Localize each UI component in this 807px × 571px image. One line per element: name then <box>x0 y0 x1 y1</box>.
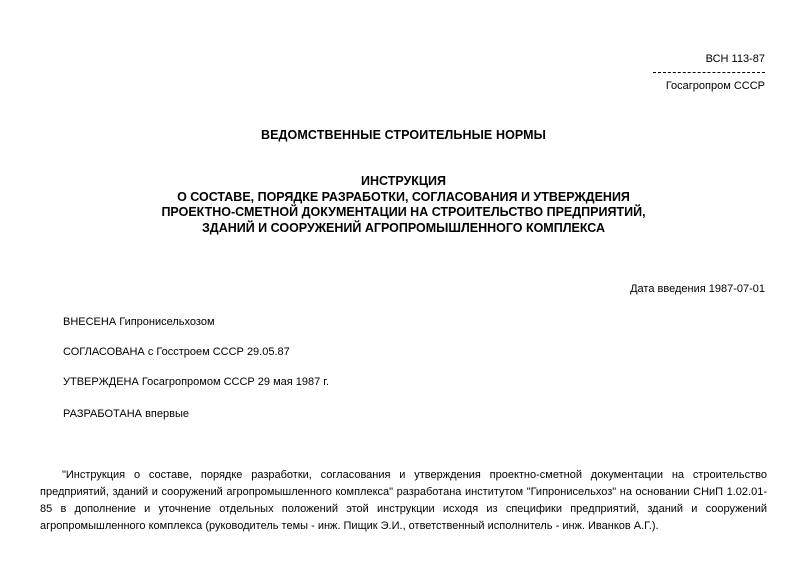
developed-status: РАЗРАБОТАНА впервые <box>63 408 189 420</box>
document-category-title: ВЕДОМСТВЕННЫЕ СТРОИТЕЛЬНЫЕ НОРМЫ <box>260 128 547 142</box>
document-code: ВСН 113-87 <box>705 53 765 65</box>
instruction-title-line: О СОСТАВЕ, ПОРЯДКЕ РАЗРАБОТКИ, СОГЛАСОВАНИЯ И УТВЕРЖДЕНИЯ <box>177 189 630 204</box>
instruction-title-line: ЗДАНИЙ И СООРУЖЕНИЙ АГРОПРОМЫШЛЕННОГО КОМПЛЕКСА <box>201 220 606 235</box>
header-divider <box>653 72 765 73</box>
instruction-title-line: ПРОЕКТНО-СМЕТНОЙ ДОКУМЕНТАЦИИ НА СТРОИТЕЛЬСТВО ПРЕДПРИЯТИЙ, <box>161 205 646 219</box>
instruction-title-line: ИНСТРУКЦИЯ <box>360 174 447 188</box>
intro-paragraph: "Инструкция о составе, порядке разработки, согласования и утверждения проектно-сметной документации на строительство предприятий, зданий и сооружений агропромышленного комплекса" разработана институтом "Гипронисельхоз" на основании СНиП 1.02.01-85 в дополнение и уточнение отдельных положений этой инструкции исходя из специфики предприятий, зданий и сооружений агропромышленного комплекса (руководитель темы - инж. Пищик Э.И., ответственный исполнитель - инж. Иванков А.Г.). <box>40 469 767 532</box>
document-header <box>625 52 765 93</box>
approved-by: УТВЕРЖДЕНА Госагропромом СССР 29 мая 1987 г. <box>63 376 330 388</box>
agreed-with: СОГЛАСОВАНА с Госстроем СССР 29.05.87 <box>63 346 290 358</box>
issuing-organization: Госагропром СССР <box>665 80 765 92</box>
instruction-title <box>0 174 807 236</box>
effective-date: Дата введения 1987-07-01 <box>630 283 765 295</box>
introduced-by: ВНЕСЕНА Гипронисельхозом <box>63 316 215 328</box>
